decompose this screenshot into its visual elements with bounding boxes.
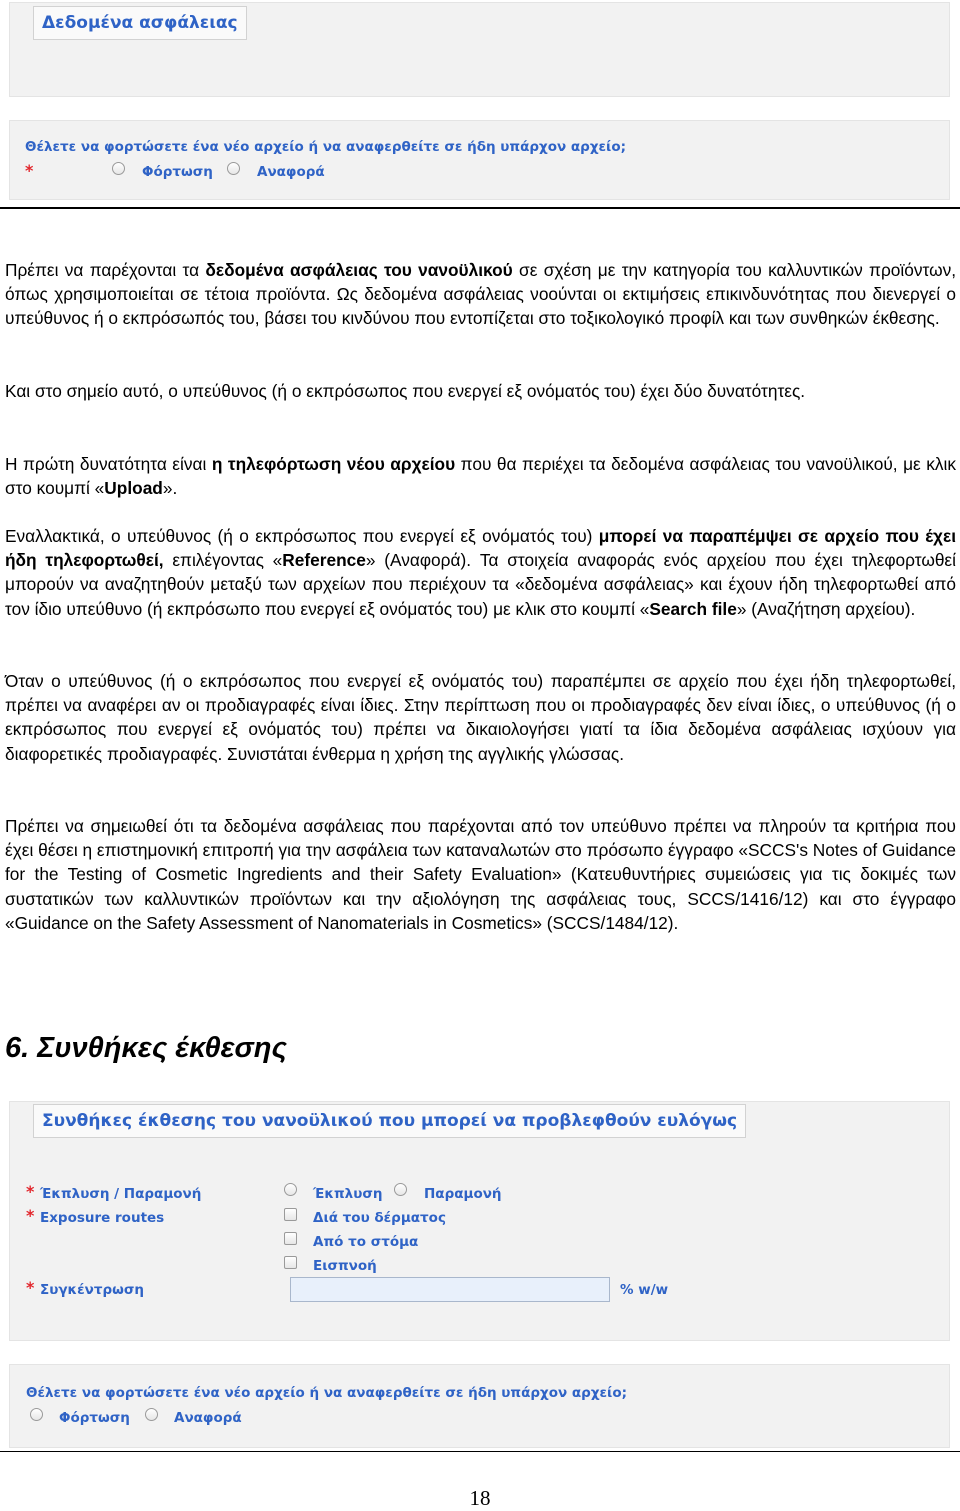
required-marker: *: [26, 1206, 35, 1225]
inhalation-label: Εισπνοή: [313, 1258, 377, 1274]
inhalation-checkbox[interactable]: [284, 1256, 297, 1269]
upload-question: Θέλετε να φορτώσετε ένα νέο αρχείο ή να αναφερθείτε σε ήδη υπάρχον αρχείο;: [25, 139, 626, 155]
upload-choice-panel-2: [9, 1364, 950, 1448]
section-heading: 6. Συνθήκες έκθεσης: [5, 1032, 287, 1064]
upload-radio[interactable]: [30, 1408, 43, 1421]
concentration-unit: % w/w: [620, 1282, 669, 1298]
exposure-routes-label: Exposure routes: [40, 1210, 165, 1226]
reference-option-label: Αναφορά: [174, 1410, 242, 1426]
paragraph-alternative: Εναλλακτικά, ο υπεύθυνος (ή ο εκπρόσωπος που ενεργεί εξ ονόματός του) μπορεί να παραπέμψει σε αρχείο που έχει ήδη τηλεφορτωθεί, επιλέγοντας «Reference» (Αναφορά). Τα στοιχεία αναφοράς ενός αρχείου που έχει τηλεφορτωθεί μπορούν να αναζητηθούν μεταξύ των αρχείων που περιέχουν τα «δεδομένα ασφάλειας» και έχουν ήδη τηλεφορτωθεί από τον ίδιο υπεύθυνο (ή εκπρόσωπο που ενεργεί εξ ονόματός του) με κλικ στο κουμπί «Search file» (Αναζήτηση αρχείου).: [5, 526, 956, 619]
reference-radio[interactable]: [227, 162, 240, 175]
required-marker: *: [25, 161, 34, 180]
required-marker: *: [26, 1278, 35, 1297]
oral-checkbox[interactable]: [284, 1232, 297, 1245]
paragraph-two-options: Και στο σημείο αυτό, ο υπεύθυνος (ή ο εκπρόσωπος που ενεργεί εξ ονόματός του) έχει δύο δυνατότητες.: [5, 381, 806, 401]
upload-question: Θέλετε να φορτώσετε ένα νέο αρχείο ή να αναφερθείτε σε ήδη υπάρχον αρχείο;: [26, 1385, 627, 1401]
leave-on-label: Παραμονή: [424, 1186, 502, 1202]
paragraph-first-option: Η πρώτη δυνατότητα είναι η τηλεφόρτωση νέου αρχείου που θα περιέχει τα δεδομένα ασφάλειας του νανοϋλικού, με κλικ στο κουμπί «Upload».: [5, 454, 956, 499]
reference-radio[interactable]: [145, 1408, 158, 1421]
divider: [0, 207, 960, 209]
safety-data-title: Δεδομένα ασφάλειας: [33, 6, 247, 40]
concentration-label: Συγκέντρωση: [40, 1282, 144, 1298]
rinse-leave-label: Έκπλυση / Παραμονή: [40, 1186, 202, 1202]
page-number: 18: [469, 1486, 491, 1510]
dermal-checkbox[interactable]: [284, 1208, 297, 1221]
upload-choice-panel: [9, 120, 950, 200]
upload-option-label: Φόρτωση: [142, 164, 213, 180]
oral-label: Από το στόμα: [313, 1234, 419, 1250]
rinse-off-radio[interactable]: [284, 1183, 297, 1196]
divider: [0, 1451, 960, 1452]
dermal-label: Διά του δέρματος: [313, 1210, 446, 1226]
exposure-conditions-title: Συνθήκες έκθεσης του νανοϋλικού που μπορεί να προβλεφθούν ευλόγως: [33, 1104, 746, 1138]
rinse-off-label: Έκπλυση: [313, 1186, 383, 1202]
required-marker: *: [26, 1182, 35, 1201]
leave-on-radio[interactable]: [394, 1183, 407, 1196]
upload-radio[interactable]: [112, 162, 125, 175]
paragraph-safety-data: Πρέπει να παρέχονται τα δεδομένα ασφάλειας του νανοϋλικού σε σχέση με την κατηγορία του καλλυντικών προϊόντων, όπως χρησιμοποιείται σε τέτοια προϊόντα. Ως δεδομένα ασφάλειας νοούνται οι εκτιμήσεις επικινδυνότητας που διενεργεί ο υπεύθυνος ή ο εκπρόσωπός του, βάσει του κινδύνου που εντοπίζεται στο τοξικολογικό προφίλ και των συνθηκών έκθεσης.: [5, 260, 957, 329]
concentration-input[interactable]: [290, 1277, 610, 1302]
upload-option-label: Φόρτωση: [59, 1410, 130, 1426]
paragraph-sccs-guidance: Πρέπει να σημειωθεί ότι τα δεδομένα ασφάλειας που παρέχονται από τον υπεύθυνο πρέπει να πληρούν τα κριτήρια που έχει θέσει η επιστημονική επιτροπή για την ασφάλεια των καταναλωτών στο πρόσωπο έγγραφο «SCCS's Notes of Guidance for the Testing of Cosmetic Ingredients and their Safety Evaluation» (Κατευθυντήριες συμειώσεις για τις δοκιμές των συστατικών των καλλυντικών προϊόντων και την αξιολόγηση της ασφάλειας τους, SCCS/1416/12) και στο έγγραφο «Guidance on the Safety Assessment of Nanomaterials in Cosmetics» (SCCS/1484/12).: [5, 816, 956, 933]
reference-option-label: Αναφορά: [257, 164, 325, 180]
paragraph-reference-specs: Όταν ο υπεύθυνος (ή ο εκπρόσωπος που ενεργεί εξ ονόματός του) παραπέμπει σε αρχείο που έχει ήδη τηλεφορτωθεί, πρέπει να αναφέρει αν οι προδιαγραφές είναι ίδιες. Στην περίπτωση που οι προδιαγραφές δεν είναι ίδιες, ο υπεύθυνος (ή ο εκπρόσωπος που ενεργεί εξ ονόματός του) πρέπει να δικαιολογήσει γιατί τα ίδια δεδομένα ασφάλειας ισχύουν για διαφορετικές προδιαγραφές. Συνιστάται ένθερμα η χρήση της αγγλικής γλώσσας.: [5, 671, 956, 764]
